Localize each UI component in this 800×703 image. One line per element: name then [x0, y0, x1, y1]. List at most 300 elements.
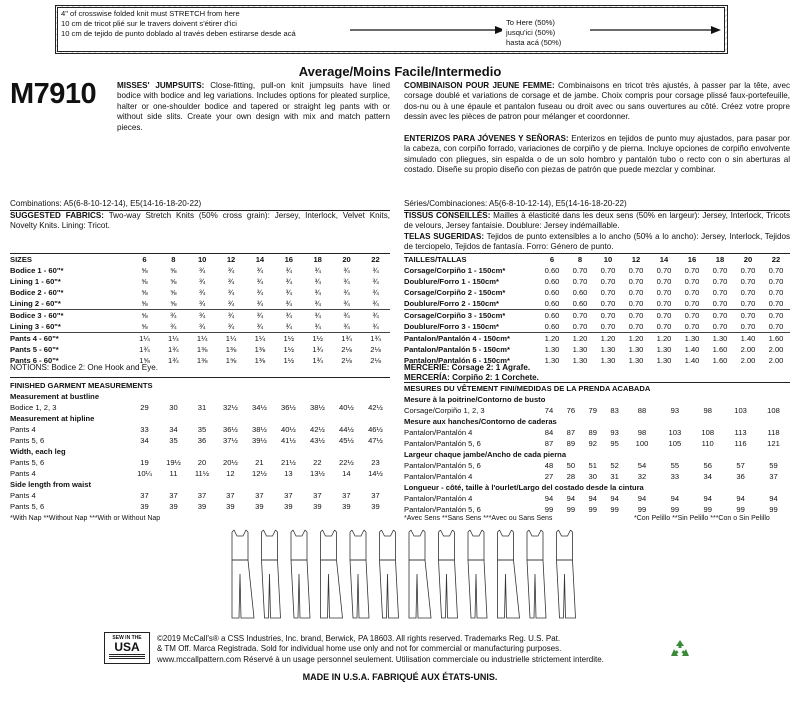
- row-value: 0.70: [684, 288, 700, 297]
- difficulty-title: Average/Moins Facile/Intermedio: [298, 64, 502, 79]
- row-value: 79: [588, 406, 597, 415]
- table-row: [404, 310, 790, 322]
- size-header-16: 16: [284, 255, 294, 264]
- size-header-8: 8: [577, 255, 583, 264]
- row-value: 99: [610, 505, 619, 514]
- row-value: 34½: [252, 403, 267, 412]
- row-value: 0.60: [544, 299, 560, 308]
- row-value: 94: [588, 494, 597, 503]
- row-value: 0.70: [656, 299, 672, 308]
- finished-measurements-en: [10, 380, 390, 512]
- row-value: 0.70: [740, 288, 756, 297]
- copyright-line-1: ©2019 McCall's® a CSS Industries, Inc. brand, Berwick, PA 18603. All rights reserved. Trademarks Reg. U.S. Pat.: [157, 634, 561, 643]
- table-row: [10, 424, 390, 435]
- row-value: 1¾: [139, 345, 150, 354]
- row-value: 0.70: [740, 311, 756, 320]
- row-value: 0.70: [628, 299, 644, 308]
- row-value: 51: [588, 461, 597, 470]
- table-row: [10, 265, 390, 276]
- row-value: 37: [313, 491, 322, 500]
- row-value: 0.70: [600, 266, 616, 275]
- row-value: 1½: [283, 345, 295, 354]
- notions-en: NOTIONS: Bodice 2: One Hook and Eye.: [10, 363, 159, 372]
- table-row: [404, 265, 790, 276]
- size-header-14: 14: [659, 255, 669, 264]
- fabrics-en-text: Two-way Stretch Knits (50% cross grain): Jersey, Interlock, Velvet Knits, Novelty Knits. Lining: Tricot.: [10, 211, 391, 231]
- group-header-row: [404, 416, 790, 427]
- size-header-18: 18: [313, 255, 322, 264]
- footnote-es: *Con Pelillo **Sin Pelillo ***Con o Sin Pelillo: [634, 515, 770, 522]
- row-value: 14: [342, 469, 351, 478]
- row-value: ¾: [256, 266, 264, 275]
- row-value: 0.70: [712, 299, 728, 308]
- row-value: ¾: [285, 277, 292, 286]
- row-value: 99: [637, 505, 647, 514]
- row-value: 45½: [339, 436, 354, 445]
- description-en: [117, 81, 390, 133]
- row-value: 34: [703, 472, 712, 481]
- size-header-6: 6: [549, 255, 555, 264]
- fabrics-es-head: TELAS SUGERIDAS:: [404, 232, 485, 241]
- row-value: 37: [140, 491, 149, 500]
- tailles-header: TAILLES/TALLAS: [404, 255, 467, 264]
- row-value: ¾: [199, 322, 206, 331]
- row-label: Doublure/Forro 1 - 150cm*: [404, 277, 499, 286]
- row-label: Pantalon/Pantalón 5 - 150cm*: [404, 345, 510, 354]
- row-value: 94: [769, 494, 778, 503]
- row-value: 0.70: [656, 311, 672, 320]
- row-value: 37: [342, 491, 351, 500]
- row-value: 37: [226, 491, 235, 500]
- table-row: [404, 460, 790, 471]
- table-row: [10, 490, 390, 501]
- row-value: 0.70: [572, 322, 588, 331]
- row-label: Pantalon/Pantalón 5, 6: [404, 439, 481, 448]
- finished-header-en: FINISHED GARMENT MEASUREMENTS: [10, 381, 153, 390]
- row-value: 42½: [368, 403, 383, 412]
- row-value: ¾: [256, 322, 264, 331]
- row-value: 35: [169, 436, 178, 445]
- table-header-row: [404, 254, 790, 265]
- row-value: 0.70: [684, 266, 700, 275]
- to-here-arrow-icon: [590, 25, 722, 35]
- made-in-label: MADE IN U.S.A. FABRIQUÉ AUX ÉTATS-UNIS.: [302, 672, 498, 682]
- jumpsuit-sketch: [350, 530, 369, 618]
- row-value: 43½: [310, 436, 325, 445]
- row-value: 98: [703, 406, 712, 415]
- jumpsuit-sketch: [291, 530, 310, 618]
- group-header: Mesure aux hanches/Contorno de caderas: [404, 417, 557, 426]
- row-value: 35: [197, 425, 207, 434]
- combinations-en: Combinations: A5(6-8-10-12-14), E5(14-16-18-20-22): [10, 199, 202, 208]
- row-value: 19½: [166, 458, 181, 467]
- row-label: Bodice 3 - 60"*: [10, 311, 64, 320]
- table-row: [404, 504, 790, 515]
- size-header-22: 22: [771, 255, 781, 264]
- table-row: [404, 321, 790, 333]
- row-value: 2⅛: [341, 356, 352, 365]
- row-value: ¾: [227, 322, 235, 331]
- stretch-line-es: 10 cm de tejido de punto doblado al través deben estirarse desde acá: [61, 29, 296, 38]
- to-here-es: hasta acá (50%): [506, 38, 562, 47]
- row-label: Pantalon/Pantalón 4: [404, 428, 473, 437]
- row-value: 0.70: [572, 277, 588, 286]
- row-value: 39: [371, 502, 380, 511]
- jumpsuit-sketch: [527, 530, 546, 618]
- row-label: Pantalon/Pantalón 4: [404, 494, 473, 503]
- row-value: ¾: [285, 311, 292, 320]
- row-value: ⅝: [170, 266, 177, 275]
- yardage-table-en: [10, 254, 390, 366]
- description-es-head: ENTERIZOS PARA JÓVENES Y SEÑORAS:: [404, 134, 569, 143]
- row-value: 113: [734, 428, 747, 437]
- jumpsuit-sketch: [380, 530, 399, 618]
- row-value: 0.70: [656, 277, 672, 286]
- table-row: [404, 427, 790, 438]
- row-value: 30: [588, 472, 597, 481]
- row-value: 46½: [368, 425, 383, 434]
- row-value: 2⅛: [341, 345, 352, 354]
- size-header-12: 12: [631, 255, 641, 264]
- group-header: Measurement at bustline: [10, 392, 100, 401]
- row-value: 1⅜: [254, 345, 266, 354]
- description-fr-head: COMBINAISON POUR JEUNE FEMME:: [404, 81, 555, 90]
- row-value: 32½: [223, 403, 238, 412]
- row-value: ¾: [314, 311, 321, 320]
- table-row: [10, 310, 390, 322]
- row-value: ⅝: [141, 311, 148, 320]
- group-header: Longueur - côté, taille à l'ourlet/Largo del costado desde la cintura: [404, 483, 644, 492]
- size-header-20: 20: [743, 255, 753, 264]
- table-row: [404, 287, 790, 298]
- row-value: 11: [169, 469, 178, 478]
- table-row: [404, 276, 790, 287]
- row-value: ¾: [372, 277, 379, 286]
- row-value: 1.30: [628, 356, 644, 365]
- size-header-14: 14: [255, 255, 265, 264]
- table-row: [10, 402, 390, 413]
- row-value: 94: [566, 494, 576, 503]
- row-value: 1.40: [684, 345, 700, 354]
- logo-line-1: SEW IN THE: [112, 635, 142, 641]
- row-value: 30: [169, 403, 178, 412]
- row-value: ⅝: [170, 288, 177, 297]
- merceria-es: MERCERÍA: Corpiño 2: 1 Corchete.: [404, 373, 539, 382]
- row-value: ¾: [372, 299, 379, 308]
- fabrics-es: [404, 232, 790, 253]
- group-header: Width, each leg: [10, 447, 66, 456]
- row-value: 0.70: [684, 277, 700, 286]
- row-value: 0.70: [740, 277, 756, 286]
- finished-header-fr: MESURES DU VÊTEMENT FINI/MEDIDAS DE LA PRENDA ACABADA: [404, 384, 651, 393]
- row-label: Pantalon/Pantalón 5, 6: [404, 461, 481, 470]
- row-value: 94: [670, 494, 680, 503]
- row-label: Pants 5, 6: [10, 502, 45, 511]
- row-value: 2.00: [768, 356, 784, 365]
- row-value: 0.70: [600, 288, 616, 297]
- group-header: Measurement at hipline: [10, 414, 95, 423]
- row-label: Doublure/Forro 3 - 150cm*: [404, 322, 499, 331]
- row-value: 20½: [223, 458, 238, 467]
- table-header-row: [10, 254, 390, 265]
- row-value: 39: [197, 502, 207, 511]
- row-value: 1.30: [572, 345, 588, 354]
- sizes-header: SIZES: [10, 255, 32, 264]
- row-value: 1.60: [712, 356, 728, 365]
- row-value: 0.70: [656, 266, 672, 275]
- row-value: 1¾: [312, 356, 323, 365]
- row-value: 0.60: [572, 288, 588, 297]
- row-value: 1¼: [168, 334, 179, 343]
- row-value: 0.60: [572, 299, 588, 308]
- fabrics-en: [10, 211, 390, 232]
- row-label: Pantalon/Pantalón 4 - 150cm*: [404, 334, 510, 343]
- row-value: 0.70: [628, 266, 644, 275]
- row-value: 0.70: [768, 277, 784, 286]
- row-value: 0.70: [656, 288, 672, 297]
- row-value: 1.30: [684, 334, 700, 343]
- table-row: [404, 344, 790, 355]
- table-row: [404, 333, 790, 345]
- table-row: [10, 457, 390, 468]
- row-value: 0.70: [684, 311, 700, 320]
- row-value: 27: [544, 472, 554, 481]
- row-value: 2.00: [740, 356, 756, 365]
- row-value: 33: [670, 472, 680, 481]
- row-value: 11½: [194, 469, 210, 478]
- row-value: 0.70: [628, 322, 644, 331]
- row-value: 99: [544, 505, 554, 514]
- row-value: 99: [566, 505, 576, 514]
- footnote-fr: *Avec Sens **Sans Sens ***Avec ou Sans Sens: [404, 515, 553, 522]
- jumpsuit-sketch: [439, 530, 458, 618]
- row-value: 103: [668, 428, 682, 437]
- recycle-icon: [668, 638, 692, 662]
- row-value: ¾: [343, 311, 350, 320]
- row-value: ¾: [227, 277, 235, 286]
- row-value: ⅝: [141, 299, 148, 308]
- row-value: 39: [226, 502, 235, 511]
- table-row: [10, 287, 390, 298]
- row-value: 10¼: [137, 469, 152, 478]
- row-label: Pants 4 - 60"*: [10, 334, 59, 343]
- row-value: 76: [566, 406, 576, 415]
- group-header-row: [404, 394, 790, 405]
- group-header-row: [404, 449, 790, 460]
- row-value: 22: [313, 458, 322, 467]
- row-value: 0.70: [712, 322, 728, 331]
- row-value: 0.70: [768, 322, 784, 331]
- row-value: 1.30: [544, 356, 560, 365]
- row-value: 57: [736, 461, 745, 470]
- row-value: 93: [610, 428, 619, 437]
- row-value: 1.20: [628, 334, 644, 343]
- row-value: 1.30: [656, 345, 672, 354]
- row-value: 1½: [283, 356, 295, 365]
- row-value: 48: [544, 461, 554, 470]
- row-value: 98: [637, 428, 647, 437]
- row-value: 1.40: [740, 334, 756, 343]
- description-es: [404, 134, 790, 176]
- row-value: 1⅜: [196, 345, 208, 354]
- row-value: 0.70: [740, 322, 756, 331]
- row-value: 1.20: [572, 334, 588, 343]
- description-fr: [404, 81, 790, 123]
- row-value: 0.70: [712, 277, 728, 286]
- row-value: ¾: [314, 322, 321, 331]
- table-row: [404, 438, 790, 449]
- fabrics-fr-text: Mailles à élasticité dans les deux sens (50% en largeur): Jersey, Interlock, Tricots de velours, Jersey fantaisie. Doublure: Jersey indémaillable.: [404, 211, 790, 231]
- group-header-row: [10, 413, 390, 424]
- row-value: ¾: [227, 266, 235, 275]
- row-value: 1¾: [341, 334, 352, 343]
- row-value: 59: [769, 461, 778, 470]
- jumpsuit-sketch: [468, 530, 487, 618]
- row-value: 1¼: [139, 334, 150, 343]
- stretch-arrow-icon: [350, 25, 506, 35]
- row-value: 0.70: [768, 311, 784, 320]
- row-value: 39: [342, 502, 351, 511]
- to-here-fr: jusqu'ici (50%): [506, 28, 556, 37]
- copyright-line-3: www.mccallpattern.com Réservé à un usage personnel seulement. Utilisation commerciale ou industrielle strictement interdite.: [157, 654, 604, 664]
- row-value: ¾: [285, 288, 292, 297]
- row-value: 1.20: [600, 334, 616, 343]
- row-value: 1⅜: [196, 356, 208, 365]
- row-value: 87: [566, 428, 576, 437]
- jumpsuit-sketch: [232, 530, 254, 618]
- row-value: 47½: [368, 436, 383, 445]
- row-value: 52: [610, 461, 619, 470]
- row-value: 2⅛: [370, 356, 381, 365]
- row-value: 0.70: [628, 288, 644, 297]
- row-value: 83: [610, 406, 619, 415]
- row-value: 1¼: [225, 334, 237, 343]
- row-label: Bodice 2 - 60"*: [10, 288, 64, 297]
- row-value: 37: [371, 491, 380, 500]
- row-value: ¾: [343, 299, 350, 308]
- row-value: ⅝: [170, 299, 177, 308]
- fabrics-fr-head: TISSUS CONSEILLÉS:: [404, 211, 491, 220]
- fabrics-en-head: SUGGESTED FABRICS:: [10, 211, 104, 220]
- row-value: ¾: [314, 299, 321, 308]
- row-value: ¾: [314, 266, 321, 275]
- row-value: 1.30: [712, 334, 728, 343]
- table-row: [404, 298, 790, 310]
- flag-icon: [109, 654, 145, 659]
- row-value: ⅝: [170, 277, 177, 286]
- row-value: 0.60: [544, 277, 560, 286]
- jumpsuit-sketch: [262, 530, 281, 618]
- row-value: 110: [701, 439, 714, 448]
- row-value: ¾: [170, 322, 177, 331]
- row-value: 1½: [312, 334, 323, 343]
- row-value: 13: [284, 469, 293, 478]
- row-value: ¾: [256, 288, 264, 297]
- row-value: 1.20: [656, 334, 672, 343]
- row-value: 1.30: [628, 345, 644, 354]
- row-value: 99: [769, 505, 778, 514]
- row-value: 40½: [339, 403, 354, 412]
- row-value: 22½: [339, 458, 354, 467]
- row-value: 0.60: [544, 311, 560, 320]
- row-value: 0.70: [684, 299, 700, 308]
- row-value: 1⅝: [225, 356, 237, 365]
- row-value: 1¾: [168, 356, 179, 365]
- row-value: 1.30: [656, 356, 672, 365]
- size-header-10: 10: [603, 255, 613, 264]
- row-value: 0.70: [712, 288, 728, 297]
- row-label: Corsage/Corpiño 2 - 150cm*: [404, 288, 506, 297]
- row-value: 93: [670, 406, 680, 415]
- row-value: 1⅜: [225, 345, 237, 354]
- row-label: Pantalon/Pantalón 6 - 150cm*: [404, 356, 510, 365]
- row-value: 54: [637, 461, 647, 470]
- footnote-en: *With Nap **Without Nap ***With or Without Nap: [10, 515, 161, 522]
- row-value: 39½: [252, 436, 267, 445]
- row-value: 0.60: [544, 266, 560, 275]
- row-value: 1¾: [168, 345, 179, 354]
- row-label: Corsage/Corpiño 3 - 150cm*: [404, 311, 506, 320]
- row-value: ⅝: [141, 288, 148, 297]
- description-es-text: Enterizos en tejidos de punto muy ajustados, para pasar por la cabeza, con corpiño forrado, variaciones de corpiño y de pierna. Incluye opciones de corpiño envolvente simulado con pliegues, sin espalda o de un solo hombro y pantalón tubo o recto con o sin aberturas al costado. Diseñe su propio diseño con piezas de patrón que puede mezclar y combinar.: [404, 134, 790, 175]
- row-value: ¾: [199, 277, 206, 286]
- row-value: ¾: [343, 277, 350, 286]
- row-value: 2⅛: [370, 345, 381, 354]
- row-value: 39: [255, 502, 264, 511]
- row-value: ⅝: [141, 277, 148, 286]
- pattern-number: M7910: [10, 78, 97, 110]
- row-value: ¾: [199, 266, 206, 275]
- jumpsuit-sketch: [498, 530, 520, 618]
- row-value: 44½: [339, 425, 354, 434]
- row-value: ¾: [314, 288, 321, 297]
- row-value: 12½: [252, 469, 267, 478]
- table-row: [10, 276, 390, 287]
- row-value: 23: [371, 458, 380, 467]
- row-value: ¾: [372, 266, 379, 275]
- row-value: 38½: [252, 425, 267, 434]
- row-value: 0.60: [544, 288, 560, 297]
- row-value: 34: [169, 425, 178, 434]
- group-header-row: [404, 482, 790, 493]
- row-value: 0.70: [740, 266, 756, 275]
- yardage-table-fr: [404, 254, 790, 366]
- stretch-line-en: 4" of crosswise folded knit must STRETCH from here: [61, 9, 240, 18]
- row-value: 1¾: [312, 345, 323, 354]
- table-row: [10, 468, 390, 479]
- size-header-16: 16: [687, 255, 697, 264]
- row-value: 36½: [223, 425, 238, 434]
- row-value: 94: [637, 494, 647, 503]
- row-value: 1¼: [254, 334, 266, 343]
- row-value: 108: [767, 406, 780, 415]
- row-value: 108: [701, 428, 715, 437]
- to-here-en: To Here (50%): [506, 18, 555, 27]
- row-label: Pants 4: [10, 491, 36, 500]
- technical-drawings: [222, 526, 582, 624]
- row-value: ¾: [314, 277, 321, 286]
- row-value: 94: [544, 494, 554, 503]
- row-label: Corsage/Corpiño 1, 2, 3: [404, 406, 485, 415]
- row-value: 94: [610, 494, 619, 503]
- row-value: 56: [703, 461, 712, 470]
- row-value: 55: [670, 461, 680, 470]
- row-label: Pants 5, 6: [10, 458, 45, 467]
- group-header-row: [10, 391, 390, 402]
- row-label: Pants 4: [10, 425, 36, 434]
- row-label: Bodice 1, 2, 3: [10, 403, 57, 412]
- jumpsuit-sketch: [321, 530, 343, 618]
